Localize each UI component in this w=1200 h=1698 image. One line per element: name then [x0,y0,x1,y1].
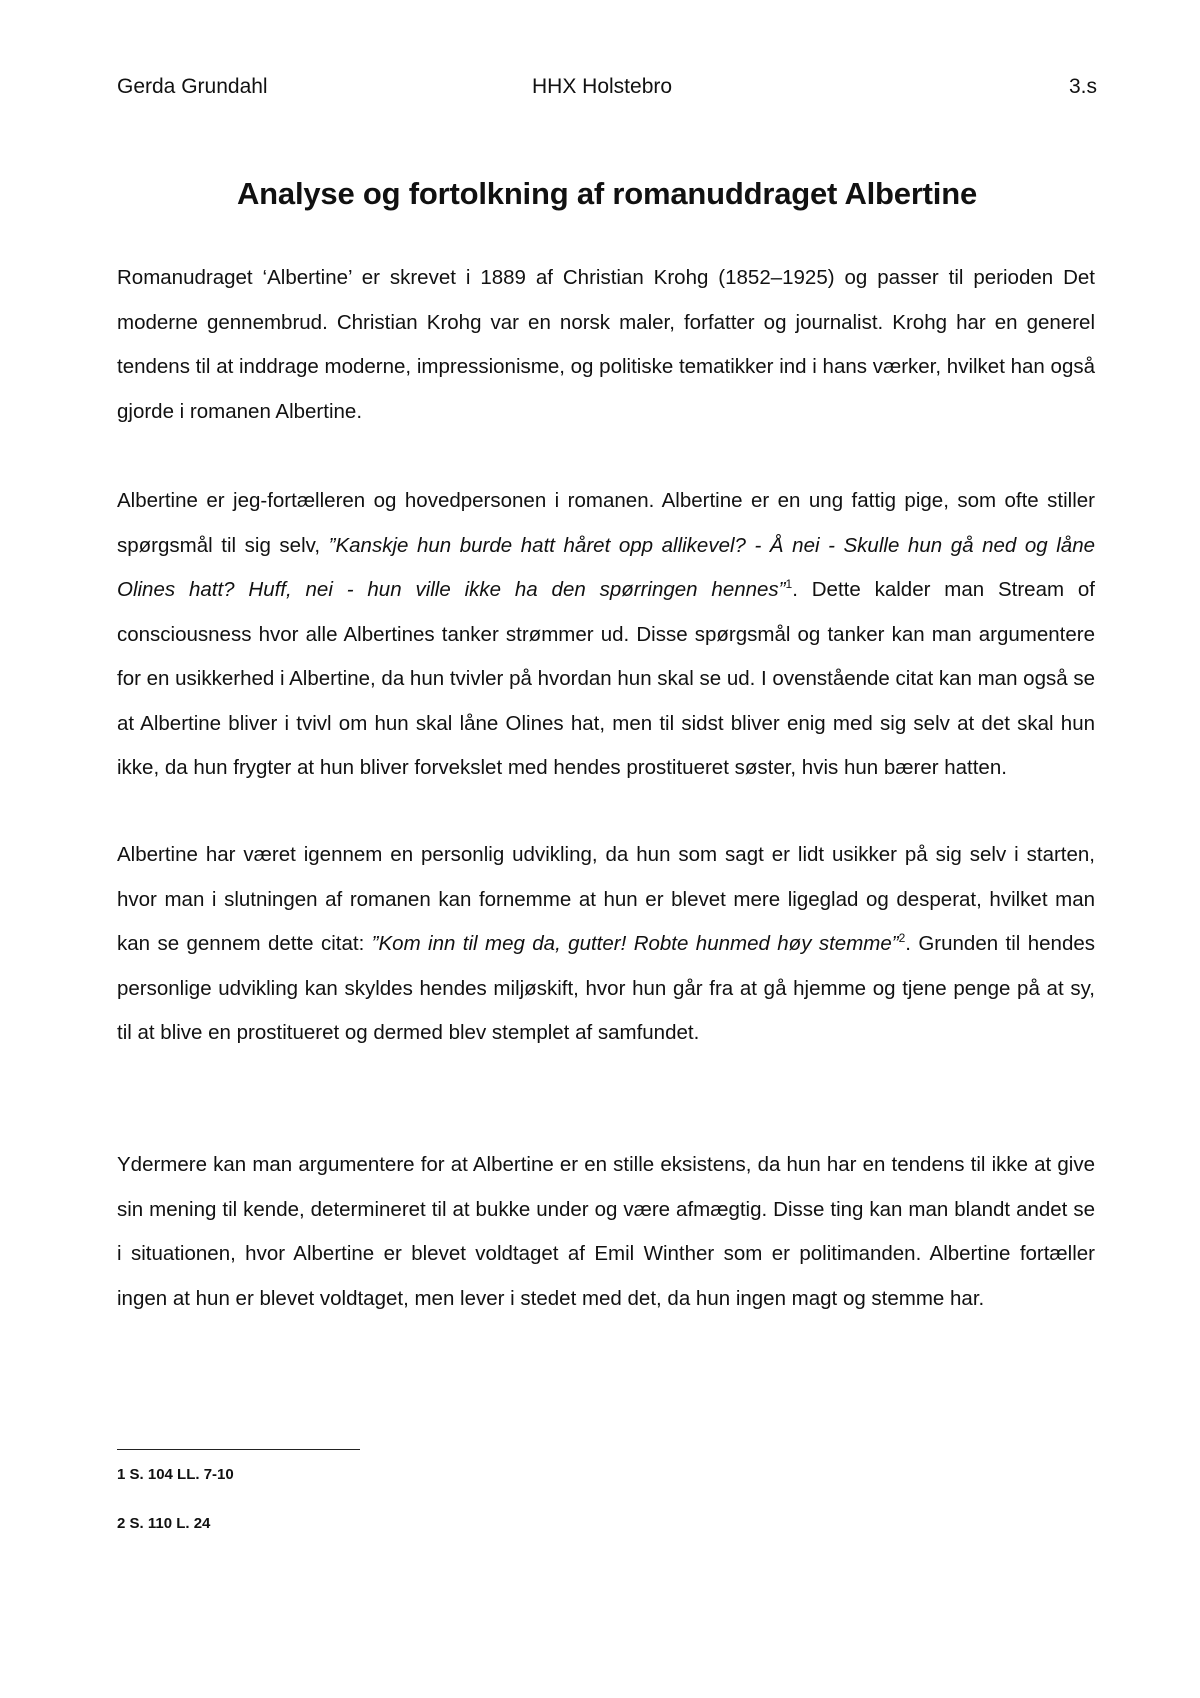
quote-text: ”Kom inn til meg da, gutter! Robte hunmed høy stemme” [371,932,899,955]
paragraph-intro: Romanudraget ‘Albertine’ er skrevet i 1889 af Christian Krohg (1852–1925) og passer til perioden Det moderne gennembrud. Christian Krohg var en norsk maler, forfatter og journalist. Krohg har en generel tendens til at inddrage moderne, impressionisme, og politiske tematikker ind i hans værker, hvilket han også gjorde i romanen Albertine. [117,266,1095,423]
footnote-2: 2 S. 110 L. 24 [117,1515,211,1532]
header-class: 3.s [1068,75,1097,98]
paragraph-text: . Dette kalder man Stream of consciousness hvor alle Albertines tanker strømmer ud. Disse spørgsmål og tanker kan man argumentere for en usikkerhed i Albertine, da hun tvivler på hvordan hun skal se ud. I ovenstående citat kan man også se at Albertine bliver i tvivl om hun skal låne Olines hat, men til sidst bliver enig med sig selv at det skal hun ikke, da hun frygter at hun bliver forvekslet med hendes prostitueret søster, hvis hun bærer hatten. [117,578,1096,779]
document-title: Analyse og fortolkning af romanuddraget Albertine [236,176,977,211]
paragraph-development [117,833,1095,1056]
header-author: Gerda Grundahl [117,75,268,98]
quote-text: ”Kanskje hun burde hatt håret opp allikevel? - Å nei - Skulle hun gå ned og låne Olines hatt? Huff, nei - hun ville ikke ha den spørringen hennes” [117,533,1095,601]
footnote-reference: 2 [898,931,906,946]
paragraph-text: Albertine har været igennem en personlig udvikling, da hun som sagt er lidt usikker på sig selv i starten, hvor man i slutningen af romanen kan fornemme at hun er blevet mere ligeglad og desperat, hvilket man kan se gennem dette citat: [117,843,1095,955]
footnote-1: 1 S. 104 LL. 7-10 [117,1466,234,1483]
paragraph-silent-existence: Ydermere kan man argumentere for at Albertine er en stille eksistens, da hun har en tendens til ikke at give sin mening til kende, determineret til at bukke under og være afmægtig. Disse ting kan man blandt andet se i situationen, hvor Albertine er blevet voldtaget af Emil Winther som er politimanden. Albertine fortæller ingen at hun er blevet voldtaget, men lever i stedet med det, da hun ingen magt og stemme har. [117,1153,1095,1310]
page-header [117,75,1097,103]
paragraph-character [117,479,1095,791]
footnote-separator [117,1449,360,1450]
footnote-reference: 1 [785,577,793,592]
header-school: HHX Holstebro [532,75,673,98]
paragraph-text: Albertine er jeg-fortælleren og hovedpersonen i romanen. Albertine er en ung fattig pige, som ofte stiller spørgsmål til sig selv, [117,489,1095,557]
paragraph-text: . Grunden til hendes personlige udvikling kan skyldes hendes miljøskift, hvor hun går fra at gå hjemme og tjene penge på at sy, til at blive en prostitueret og dermed blev stemplet af samfundet. [117,932,1095,1044]
